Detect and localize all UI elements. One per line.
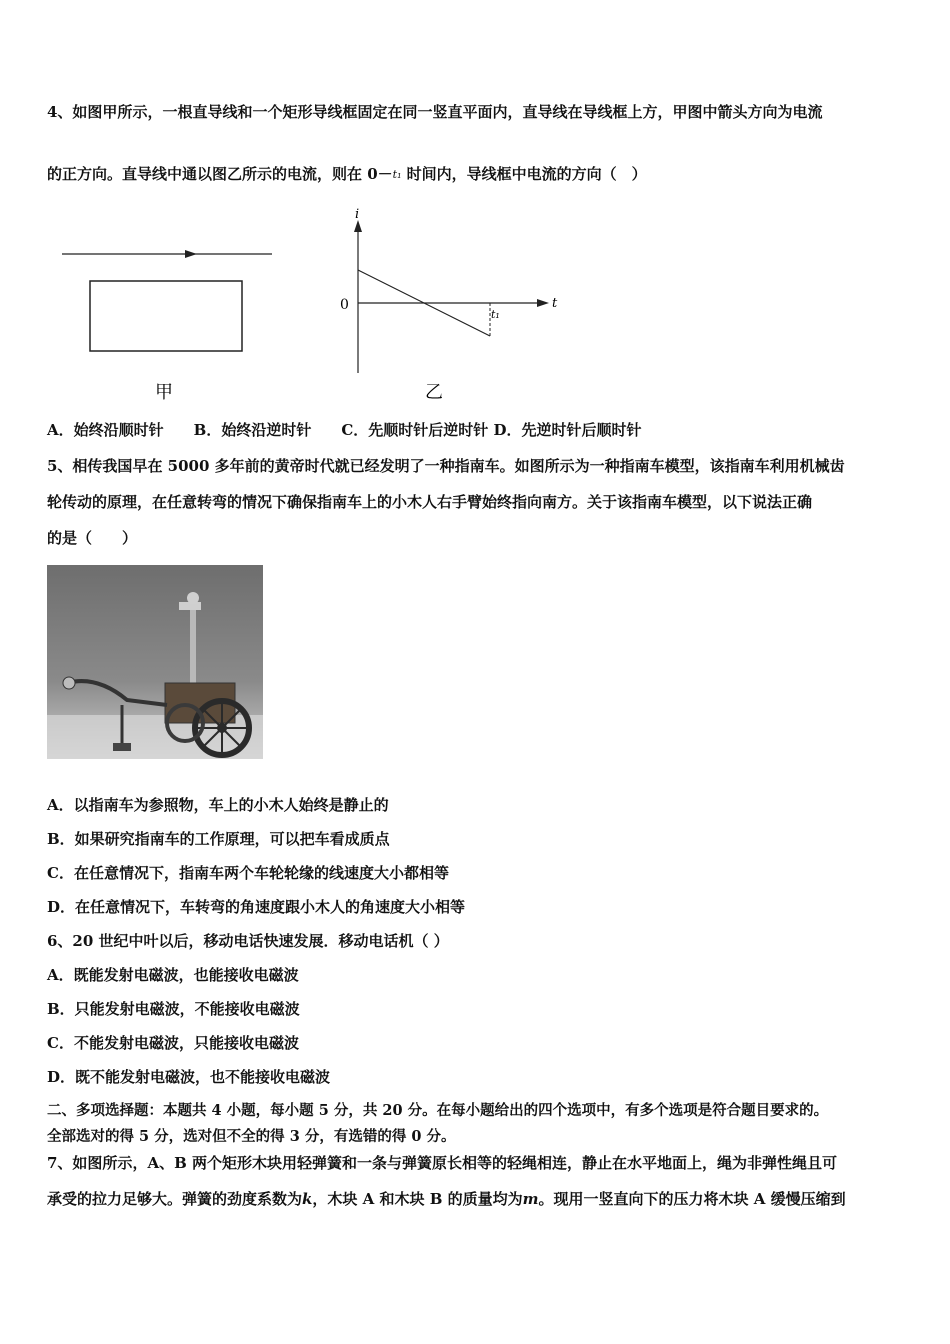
q5-line2: 轮传动的原理，在任意转弯的情况下确保指南车上的小木人右手臂始终指向南方。关于该指南车模型，以下说法正确 bbox=[47, 493, 813, 511]
i-axis-label: i bbox=[355, 208, 360, 222]
figure-yi-chart bbox=[330, 208, 570, 408]
rectangular-loop bbox=[90, 281, 242, 351]
section2-line2: 全部选对的得 5 分，选对但不全的得 3 分，有选错的得 0 分。 bbox=[47, 1128, 456, 1145]
q6-option-b: B．只能发射电磁波，不能接收电磁波 bbox=[47, 1000, 300, 1018]
q7-line2-b: ，木块 A 和木块 B 的质量均为 bbox=[312, 1190, 523, 1208]
fig-jia-caption: 甲 bbox=[155, 382, 173, 403]
q6-line1: 6、20 世纪中叶以后，移动电话快速发展．移动电话机（ ） bbox=[47, 932, 449, 950]
q5-option-d: D．在任意情况下，车转弯的角速度跟小木人的角速度大小相等 bbox=[47, 898, 466, 916]
origin-label: 0 bbox=[340, 297, 349, 313]
q5-option-a: A．以指南车为参照物，车上的小木人始终是静止的 bbox=[47, 796, 389, 814]
q4-line1: 4、如图甲所示，一根直导线和一个矩形导线框固定在同一竖直平面内，直导线在导线框上方，甲图中箭头方向为电流 bbox=[47, 103, 823, 121]
q4-line2: 的正方向。直导线中通以图乙所示的电流，则在 0－ t₁ 时间内，导线框中电流的方向（ ） bbox=[47, 165, 647, 183]
q7-line2-c: 。现用一竖直向下的压力将木块 A 缓慢压缩到 bbox=[538, 1190, 846, 1208]
figure-jia bbox=[55, 238, 285, 408]
fig-yi-caption: 乙 bbox=[425, 382, 443, 403]
q7-m-symbol: m bbox=[522, 1190, 539, 1208]
current-arrow-icon bbox=[185, 250, 197, 258]
q5-line1: 5、相传我国早在 5000 多年前的黄帝时代就已经发明了一种指南车。如图所示为一种指南车模型，该指南车利用机械齿 bbox=[47, 457, 845, 475]
q6-option-a: A．既能发射电磁波，也能接收电磁波 bbox=[47, 966, 299, 984]
q7-line1: 7、如图所示，A、B 两个矩形木块用轻弹簧和一条与弹簧原长相等的轻绳相连，静止在水平地面上，绳为非弹性绳且可 bbox=[47, 1154, 837, 1172]
q4-line2-b: 时间内，导线框中电流的方向（ ） bbox=[406, 165, 647, 183]
q4-line2-a: 的正方向。直导线中通以图乙所示的电流，则在 0－ bbox=[47, 165, 393, 183]
t1-tick-label: t₁ bbox=[491, 308, 500, 321]
south-pointing-chariot-photo bbox=[47, 565, 263, 759]
section2-line1: 二、多项选择题：本题共 4 小题，每小题 5 分，共 20 分。在每小题给出的四个选项中，有多个选项是符合题目要求的。 bbox=[47, 1102, 829, 1119]
q7-k-symbol: k bbox=[302, 1190, 313, 1208]
q6-option-c: C．不能发射电磁波，只能接收电磁波 bbox=[47, 1034, 299, 1052]
q6-option-d: D．既不能发射电磁波，也不能接收电磁波 bbox=[47, 1068, 331, 1086]
q7-line2-a: 承受的拉力足够大。弹簧的劲度系数为 bbox=[47, 1190, 303, 1208]
q5-option-b: B．如果研究指南车的工作原理，可以把车看成质点 bbox=[47, 830, 390, 848]
t-axis-arrow-icon bbox=[537, 299, 549, 307]
q5-line3: 的是（ ） bbox=[47, 529, 138, 547]
t-axis-label: t bbox=[552, 296, 558, 311]
q7-line2 bbox=[47, 1189, 910, 1209]
q5-option-c: C．在任意情况下，指南车两个车轮轮缘的线速度大小都相等 bbox=[47, 864, 449, 882]
q4-options: A．始终沿顺时针 B．始终沿逆时针 C．先顺时针后逆时针 D．先逆时针后顺时针 bbox=[47, 421, 642, 439]
